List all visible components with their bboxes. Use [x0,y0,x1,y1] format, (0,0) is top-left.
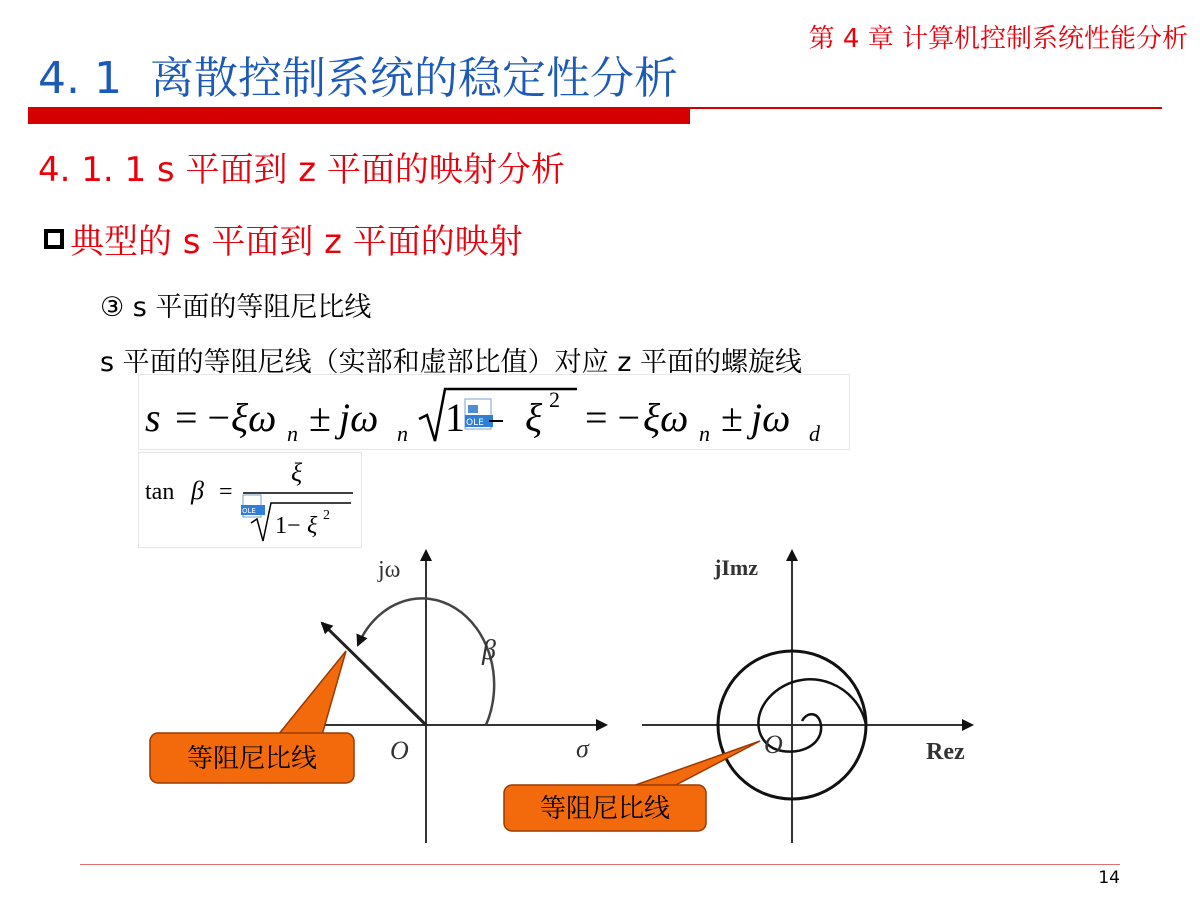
description-text: s 平面的等阻尼线（实部和虚部比值）对应 z 平面的螺旋线 [100,347,802,378]
svg-text:OLE: OLE [466,418,484,428]
svg-text:ξ: ξ [291,458,303,487]
svg-text:β: β [191,476,204,505]
svg-text:n: n [287,421,298,446]
svg-text:s: s [145,395,161,440]
svg-text:2: 2 [323,508,330,523]
z-plane-x-label: Rez [926,739,965,765]
svg-text:jω: jω [751,395,791,440]
square-bullet-icon [44,229,64,249]
bullet-heading-text: 典型的 s 平面到 z 平面的映射 [70,222,523,262]
svg-text:±: ± [721,395,743,440]
s-plane-callout-label: 等阻尼比线 [186,744,318,774]
page-number: 14 [1098,868,1120,888]
svg-text:ξ: ξ [307,513,318,539]
s-plane-callout [150,651,354,783]
z-plane-callout-label: 等阻尼比线 [539,794,671,824]
svg-text:n: n [699,421,710,446]
beta-label: β [482,635,496,666]
s-plane-x-label: σ [576,734,589,763]
svg-text:= −: = − [175,395,231,440]
svg-text:jω: jω [339,395,379,440]
equation-s-roots-svg [139,375,851,451]
subsection-heading: 4. 1. 1 s 平面到 z 平面的映射分析 [38,150,565,190]
chapter-header: 第 4 章 计算机控制系统性能分析 [808,24,1188,54]
svg-text:n: n [397,421,408,446]
s-plane-origin-label: O [390,736,409,765]
svg-text:tan: tan [145,479,175,505]
section-number: 4. 1 [38,53,122,104]
svg-text:d: d [809,421,820,446]
svg-text:±: ± [309,395,331,440]
page-title [38,42,678,106]
ole-object-icon [241,495,265,517]
title-rule-thick [28,109,690,124]
z-plane-origin-label: O [764,730,783,759]
svg-text:=: = [219,479,233,505]
ole-object-icon [465,399,493,429]
z-plane-y-label: jImz [714,555,758,580]
z-plane-callout [504,741,760,831]
s-plane-y-label: jω [378,557,401,583]
mapping-diagram [0,535,1200,865]
svg-text:= −: = − [585,395,641,440]
svg-text:1−: 1− [275,513,301,539]
section-title: 离散控制系统的稳定性分析 [149,53,678,104]
svg-text:OLE: OLE [242,507,256,515]
bullet-heading [44,214,523,263]
svg-text:ξω: ξω [231,395,277,440]
svg-text:ξω: ξω [643,395,689,440]
equation-tan-beta [138,452,362,548]
svg-text:1: 1 [445,395,465,440]
equation-s-roots [138,374,850,450]
numbered-item: ③ s 平面的等阻尼比线 [100,292,372,323]
svg-text:2: 2 [549,387,560,412]
svg-text:ξ: ξ [525,395,543,440]
footer-rule [80,864,1120,865]
